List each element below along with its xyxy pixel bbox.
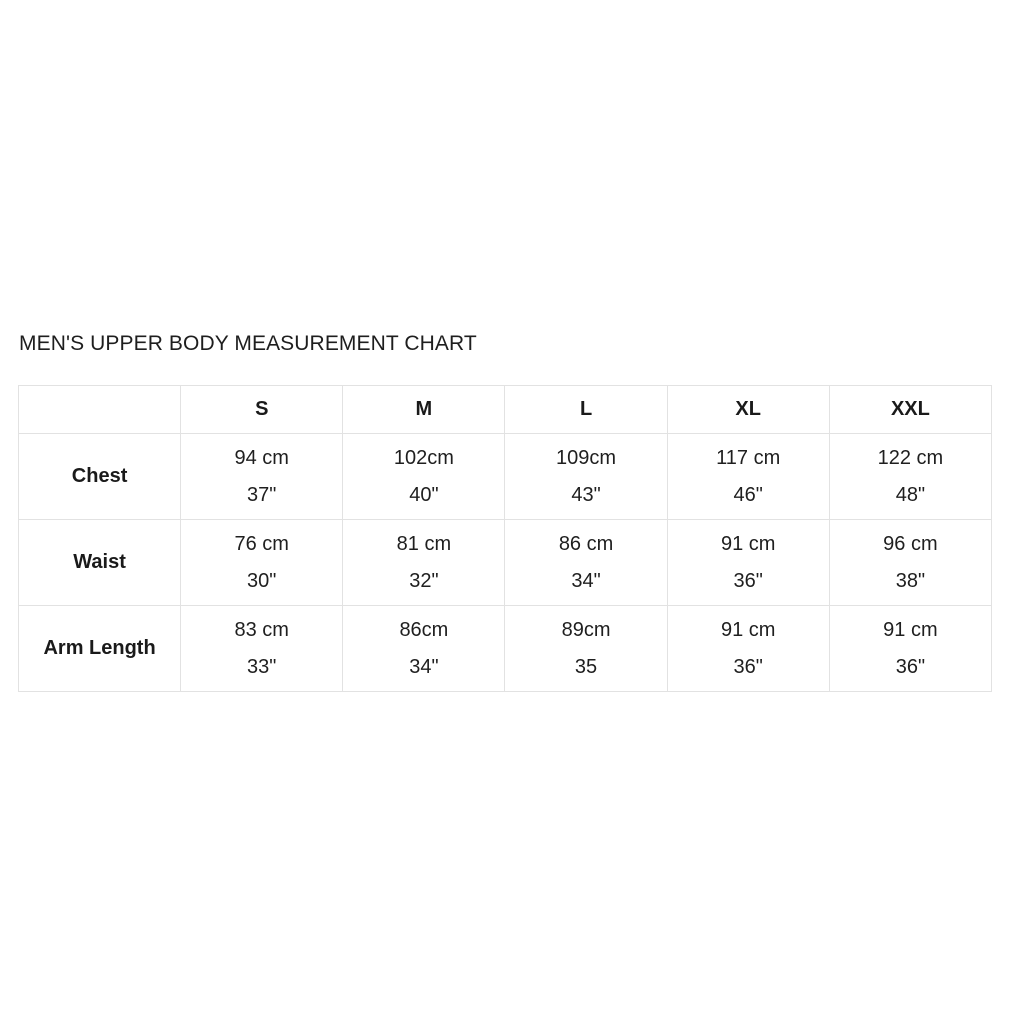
- measurement-table: [18, 385, 992, 692]
- cm-value: 86cm: [399, 618, 449, 641]
- table-cell: [343, 520, 505, 606]
- table-row-chest: [19, 434, 992, 520]
- inch-value: 40": [409, 483, 439, 506]
- inch-value: 37": [247, 483, 277, 506]
- table-cell: [667, 520, 829, 606]
- table-cell: [829, 520, 991, 606]
- row-label-chest: Chest: [19, 434, 181, 520]
- cm-value: 96 cm: [883, 532, 938, 555]
- cm-value: 83 cm: [234, 618, 289, 641]
- cm-value: 81 cm: [396, 532, 452, 555]
- cm-value: 109cm: [556, 446, 617, 469]
- cm-value: 94 cm: [234, 446, 289, 469]
- table-cell: [505, 520, 667, 606]
- table-row-arm-length: [19, 606, 992, 692]
- size-header-l: L: [505, 386, 667, 434]
- inch-value: 38": [895, 569, 926, 592]
- size-header-s: S: [181, 386, 343, 434]
- cm-value: 117 cm: [716, 446, 781, 469]
- table-cell: [829, 606, 991, 692]
- row-label-waist: Waist: [19, 520, 181, 606]
- table-cell: [667, 606, 829, 692]
- table-cell: [343, 606, 505, 692]
- inch-value: 34": [409, 655, 439, 678]
- cm-value: 76 cm: [234, 532, 289, 555]
- inch-value: 43": [571, 483, 601, 506]
- table-cell: [667, 434, 829, 520]
- table-cell: [829, 434, 991, 520]
- table-cell: [181, 520, 343, 606]
- table-cell: [505, 434, 667, 520]
- inch-value: 36": [733, 569, 763, 592]
- size-header-m: M: [343, 386, 505, 434]
- cm-value: 86 cm: [558, 532, 614, 555]
- header-row: [19, 386, 992, 434]
- cm-value: 89cm: [561, 618, 611, 641]
- size-header-xl: XL: [667, 386, 829, 434]
- row-label-arm-length: Arm Length: [19, 606, 181, 692]
- table-cell: [505, 606, 667, 692]
- inch-value: 30": [247, 569, 277, 592]
- table-cell: [343, 434, 505, 520]
- cm-value: 91 cm: [883, 618, 938, 641]
- inch-value: 48": [895, 483, 926, 506]
- inch-value: 34": [571, 569, 601, 592]
- inch-value: 33": [247, 655, 277, 678]
- inch-value: 32": [409, 569, 439, 592]
- inch-value: 36": [733, 655, 763, 678]
- chart-title: MEN'S UPPER BODY MEASUREMENT CHART: [19, 332, 477, 355]
- inch-value: 46": [733, 483, 763, 506]
- cm-value: 91 cm: [720, 532, 776, 555]
- table-cell: [181, 434, 343, 520]
- table-row-waist: [19, 520, 992, 606]
- corner-cell: [19, 386, 181, 434]
- size-header-xxl: XXL: [829, 386, 991, 434]
- cm-value: 122 cm: [877, 446, 944, 469]
- inch-value: 35: [574, 655, 598, 678]
- cm-value: 102cm: [393, 446, 454, 469]
- table-cell: [181, 606, 343, 692]
- cm-value: 91 cm: [720, 618, 776, 641]
- inch-value: 36": [895, 655, 926, 678]
